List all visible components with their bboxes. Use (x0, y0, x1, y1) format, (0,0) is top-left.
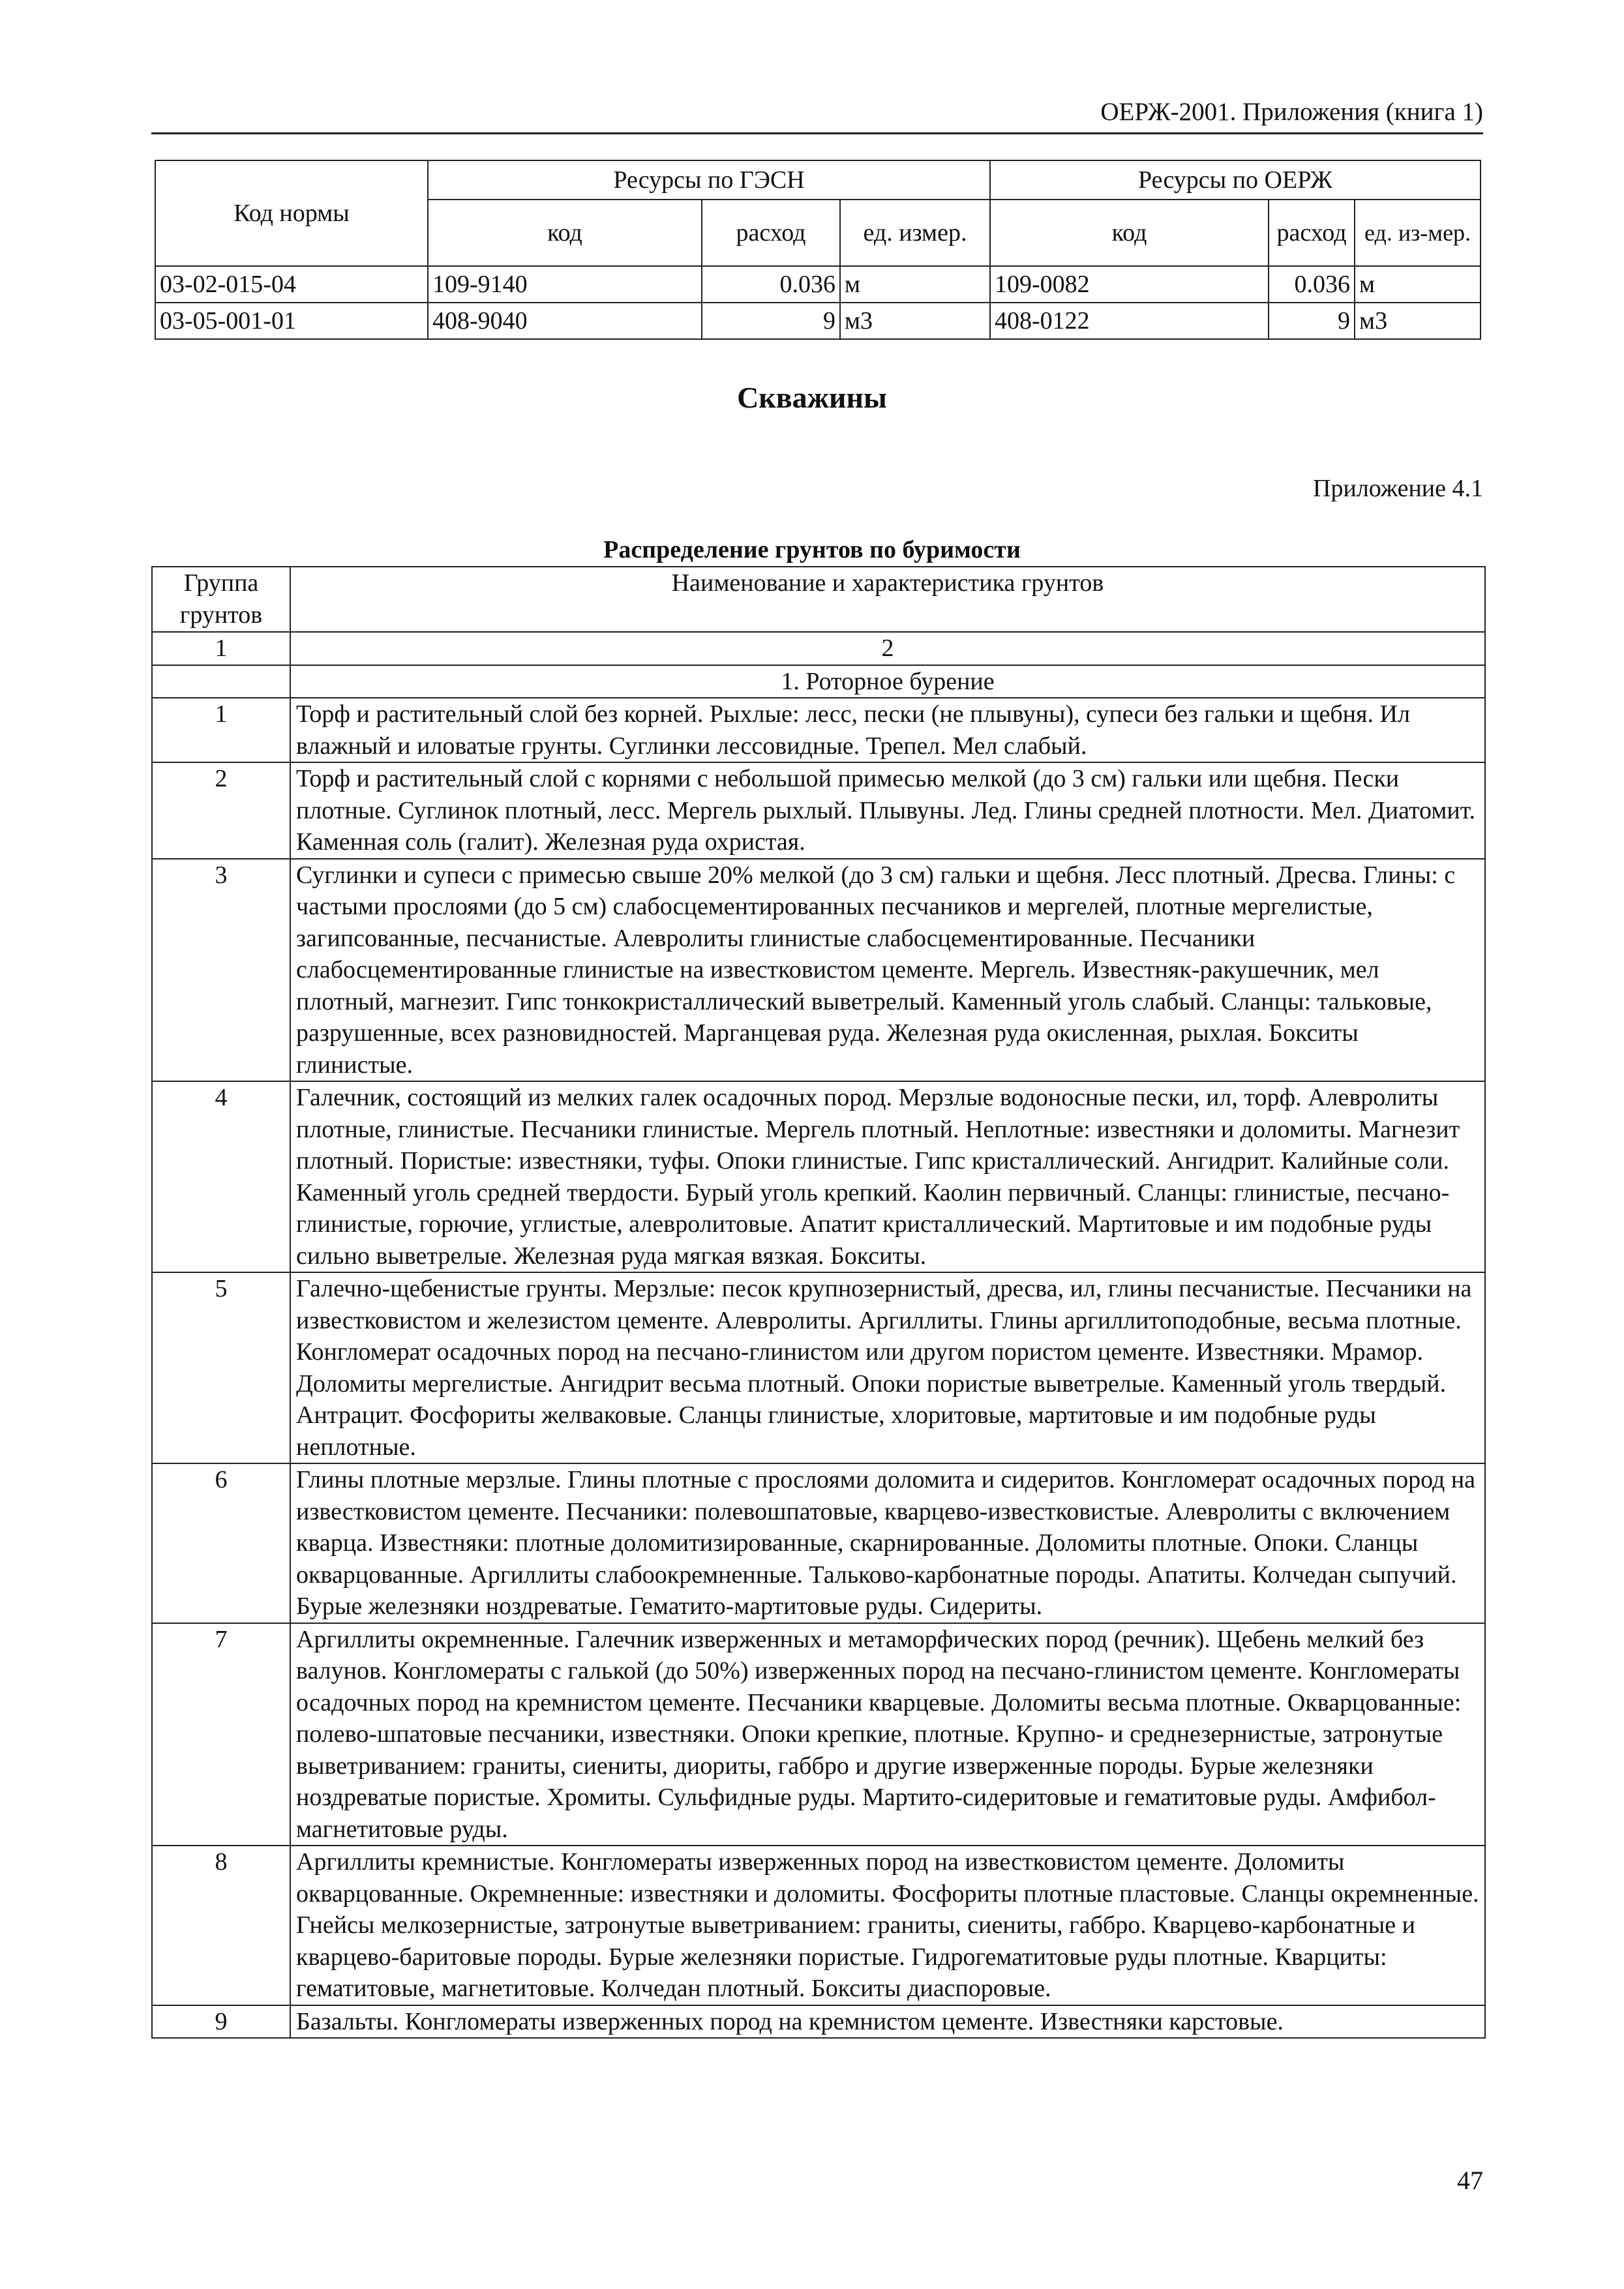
table-row (152, 1081, 1485, 1272)
group-description: Глины плотные мерзлые. Глины плотные с прослоями доломита и сидеритов. Конгломерат осадочных пород на известковистом цементе. Песчаники: полевошпатовые, кварцево-известковистые. Алевролиты с включением кварца. Известняки: плотные доломитизированные, скарнированные. Доломиты плотные. Опоки. Сланцы окварцованные. Аргиллиты слабоокремненные. Тальково-карбонатные породы. Апатиты. Колчедан сыпучий. Бурые железняки ноздреватые. Гематито-мартитовые руды. Сидериты. (290, 1463, 1485, 1623)
col-number-2: 2 (290, 632, 1485, 665)
gesn-unit: м3 (840, 303, 990, 339)
group-description: Аргиллиты окремненные. Галечник изверженных и метаморфических пород (речник). Щебень мелкий без валунов. Конгломераты с галькой (до 50%) изверженных пород на песчано-глинистом цементе. Конгломераты осадочных пород на кремнистом цементе. Песчаники кварцевые. Доломиты весьма плотные. Окварцованные: полево-шпатовые песчаники, известняки. Опоки крепкие, плотные. Крупно- и среднезернистые, затронутые выветриванием: граниты, сиениты, диориты, габбро и другие изверженные породы. Бурые железняки ноздреватые пористые. Хромиты. Сульфидные руды. Мартито-сидеритовые и гематитовые руды. Амфибол-магнетитовые руды. (290, 1623, 1485, 1846)
group-description: Базальты. Конгломераты изверженных пород на кремнистом цементе. Известняки карстовые. (290, 2005, 1485, 2039)
oerzh-code: 109-0082 (990, 266, 1269, 303)
table-row (152, 1846, 1485, 2005)
norm-code: 03-02-015-04 (155, 266, 428, 303)
group-oerzh: Ресурсы по ОЕРЖ (990, 160, 1481, 200)
group-number: 1 (152, 698, 290, 762)
group-description: Аргиллиты кремнистые. Конгломераты изверженных пород на известковистом цементе. Доломиты окварцованные. Окремненные: известняки и доломиты. Фосфориты плотные пластовые. Сланцы окремненные. Гнейсы мелкозернистые, затронутые выветриванием: граниты, сиениты, габбро. Кварцево-карбонатные и кварцево-баритовые породы. Бурые железняки пористые. Гидрогематитовые руды плотные. Кварциты: гематитовые, магнетитовые. Колчедан плотный. Бокситы диаспоровые. (290, 1846, 1485, 2005)
table-row (152, 1623, 1485, 1846)
table-row (152, 1272, 1485, 1463)
sub-oerzh-rate: расход (1269, 200, 1355, 266)
gesn-code: 408-9040 (428, 303, 702, 339)
table-row (152, 859, 1485, 1082)
group-number: 5 (152, 1272, 290, 1463)
section-title: Скважины (737, 381, 887, 414)
group-gesn: Ресурсы по ГЭСН (428, 160, 990, 200)
subsection-title: 1. Роторное бурение (290, 665, 1485, 698)
group-number: 4 (152, 1081, 290, 1272)
table-row (155, 303, 1481, 339)
group-number: 8 (152, 1846, 290, 2005)
empty-cell (152, 665, 290, 698)
col-number-1: 1 (152, 632, 290, 665)
gesn-unit: м (840, 266, 990, 303)
sub-gesn-unit: ед. измер. (840, 200, 990, 266)
appendix-label: Приложение 4.1 (1313, 475, 1483, 502)
group-description: Галечно-щебенистые грунты. Мерзлые: песок крупнозернистый, дресва, ил, глины песчанистые. Песчаники на известковистом и железистом цементе. Алевролиты. Аргиллиты. Глины аргиллитоподобные, весьма плотные. Конгломерат осадочных пород на песчано-глинистом или другом пористом цементе. Известняки. Мрамор. Доломиты мергелистые. Ангидрит весьма плотный. Опоки пористые выветрелые. Каменный уголь твердый. Антрацит. Фосфориты желваковые. Сланцы глинистые, хлоритовые, мартитовые и им подобные руды неплотные. (290, 1272, 1485, 1463)
oerzh-code: 408-0122 (990, 303, 1269, 339)
table-row (152, 1463, 1485, 1623)
sub-oerzh-unit: ед. из-мер. (1355, 200, 1481, 266)
table-row (152, 2005, 1485, 2039)
gesn-rate: 9 (702, 303, 840, 339)
col-norm-code: Код нормы (155, 160, 428, 266)
table-row (155, 266, 1481, 303)
soil-table-title: Распределение грунтов по буримости (603, 536, 1021, 563)
table-row (152, 698, 1485, 762)
group-number: 2 (152, 762, 290, 859)
group-description: Суглинки и супеси с примесью свыше 20% мелкой (до 3 см) гальки и щебня. Лесс плотный. Дресва. Глины: с частыми прослоями (до 5 см) слабосцементированных песчаников и мергелей, плотные мергелистые, загипсованные, песчанистые. Алевролиты глинистые слабосцементированные. Песчаники слабосцементированные глинистые на известковистом цементе. Мергель. Известняк-ракушечник, мел плотный, магнезит. Гипс тонкокристаллический выветрелый. Каменный уголь слабый. Сланцы: тальковые, разрушенные, всех разновидностей. Марганцевая руда. Железная руда окисленная, рыхлая. Бокситы глинистые. (290, 859, 1485, 1082)
oerzh-unit: м3 (1355, 303, 1481, 339)
group-number: 6 (152, 1463, 290, 1623)
table-row (152, 762, 1485, 859)
gesn-code: 109-9140 (428, 266, 702, 303)
resources-table (155, 160, 1481, 340)
group-description: Торф и растительный слой без корней. Рыхлые: лесс, пески (не плывуны), супеси без гальки и щебня. Ил влажный и иловатые грунты. Суглинки лессовидные. Трепел. Мел слабый. (290, 698, 1485, 762)
sub-oerzh-code: код (990, 200, 1269, 266)
header-rule (151, 132, 1483, 134)
sub-gesn-rate: расход (702, 200, 840, 266)
gesn-rate: 0.036 (702, 266, 840, 303)
norm-code: 03-05-001-01 (155, 303, 428, 339)
group-description: Галечник, состоящий из мелких галек осадочных пород. Мерзлые водоносные пески, ил, торф. Алевролиты плотные, глинистые. Песчаники глинистые. Мергель плотный. Неплотные: известняки и доломиты. Магнезит плотный. Пористые: известняки, туфы. Опоки глинистые. Гипс кристаллический. Ангидрит. Калийные соли. Каменный уголь средней твердости. Бурый уголь крепкий. Каолин первичный. Сланцы: глинистые, песчано-глинистые, горючие, углистые, алевролитовые. Апатит кристаллический. Мартитовые и им подобные руды сильно выветрелые. Железная руда мягкая вязкая. Бокситы. (290, 1081, 1485, 1272)
oerzh-unit: м (1355, 266, 1481, 303)
oerzh-rate: 9 (1269, 303, 1355, 339)
running-header: ОЕРЖ-2001. Приложения (книга 1) (1100, 98, 1483, 126)
group-number: 3 (152, 859, 290, 1082)
oerzh-rate: 0.036 (1269, 266, 1355, 303)
soil-table (151, 566, 1486, 2039)
group-number: 7 (152, 1623, 290, 1846)
group-number: 9 (152, 2005, 290, 2039)
col-group-header: Группа грунтов (152, 567, 290, 632)
group-description: Торф и растительный слой с корнями с небольшой примесью мелкой (до 3 см) гальки или щебня. Пески плотные. Суглинок плотный, лесс. Мергель рыхлый. Плывуны. Лед. Глины средней плотности. Мел. Диатомит. Каменная соль (галит). Железная руда охристая. (290, 762, 1485, 859)
page-number: 47 (1457, 2166, 1483, 2195)
sub-gesn-code: код (428, 200, 702, 266)
col-desc-header: Наименование и характеристика грунтов (290, 567, 1485, 632)
